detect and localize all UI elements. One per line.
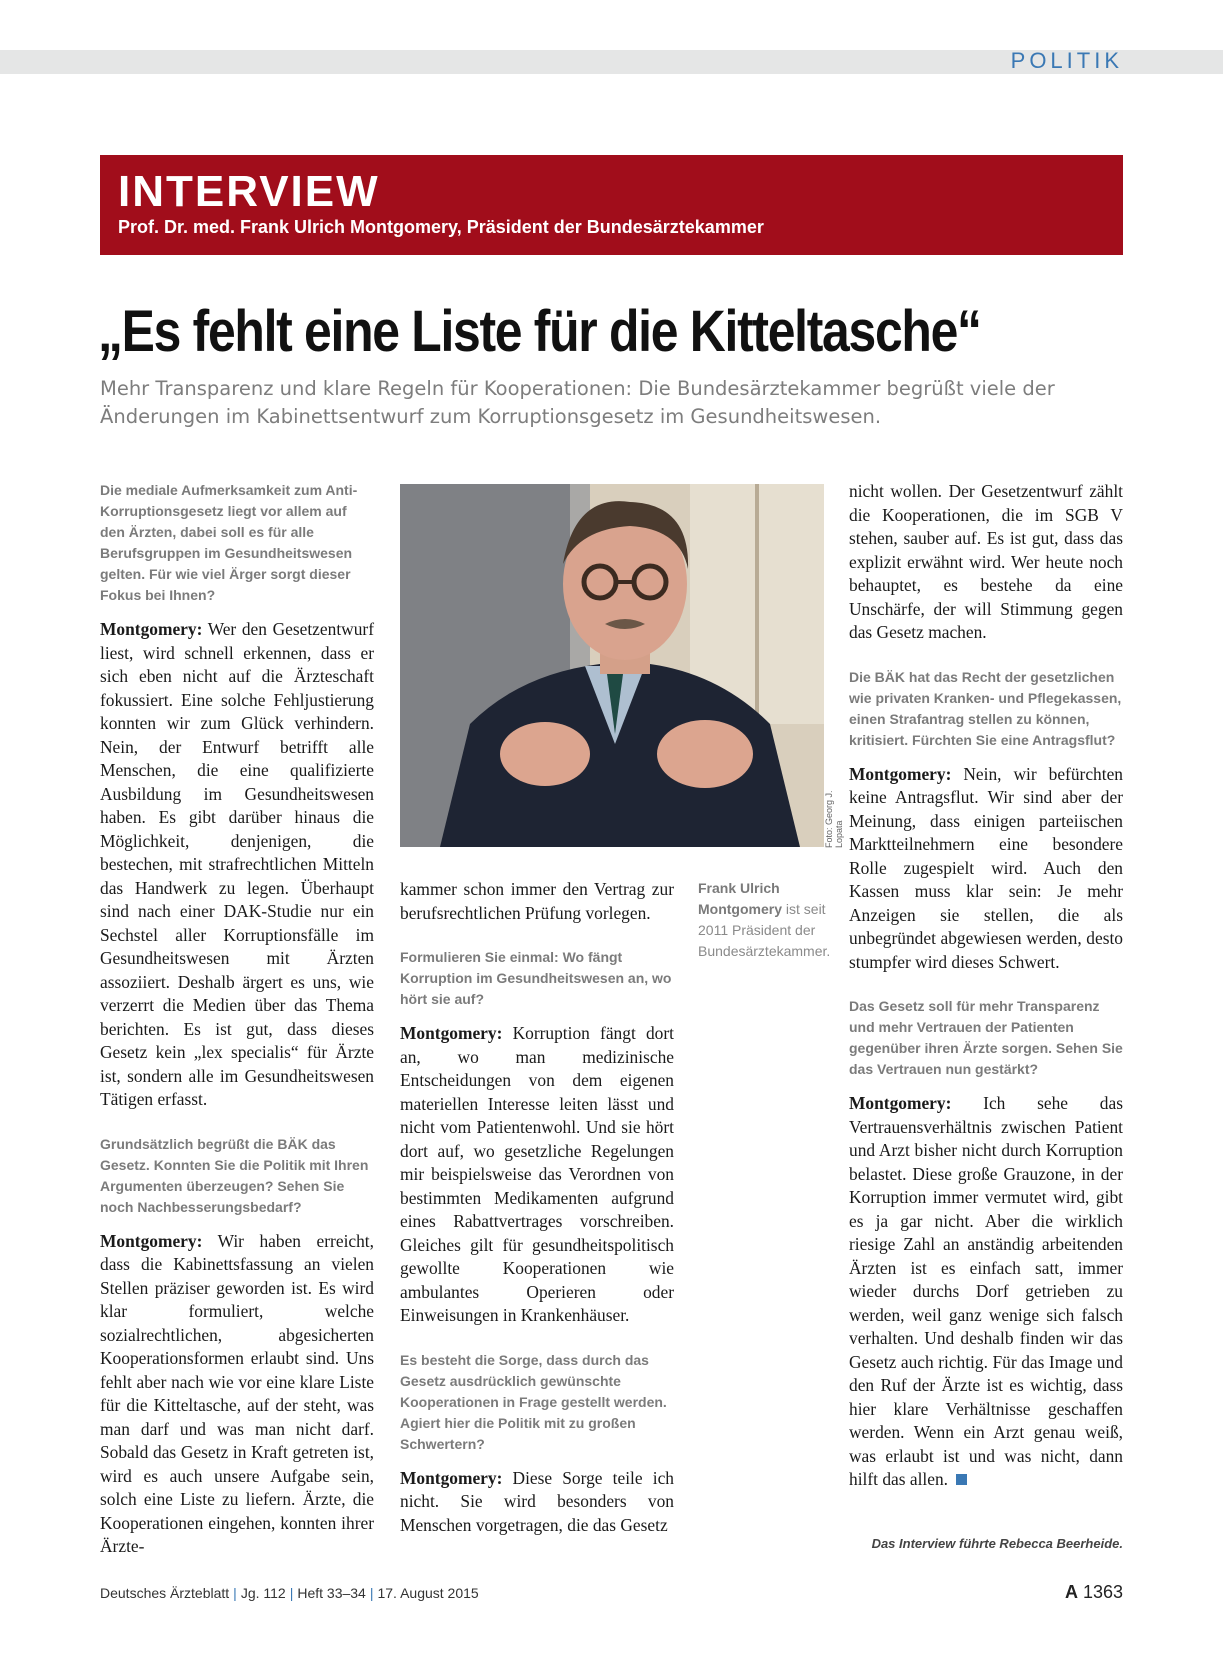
banner-kicker: INTERVIEW (118, 167, 380, 216)
section-label: POLITIK (1010, 48, 1123, 73)
byline: Das Interview führte Rebecca Beerheide. (871, 1536, 1123, 1551)
photo-caption (698, 878, 831, 962)
speaker-label: Montgomery: (400, 1467, 503, 1488)
speaker-label: Montgomery: (400, 1023, 503, 1043)
question: Grundsätzlich begrüßt die BÄK das Gesetz. Konnten Sie die Politik mit Ihren Argumenten überzeugen? Sehen Sie noch Nachbesserungsbedarf? (100, 1135, 369, 1215)
answer (100, 1230, 374, 1559)
deck: Mehr Transparenz und klare Regeln für Kooperationen: Die Bundesärztekammer begrüßt viele der Änderungen im Kabinettsentwurf zum Korruptionsgesetz im Gesundheitswesen. (100, 377, 1055, 428)
answer (400, 1022, 674, 1328)
answer-text: Wir haben erreicht, dass die Kabinettsfassung an vielen Stellen präziser geworden ist. Es wird klar formuliert, welche sozialrechtlichen, abgesicherten Kooperationsformen erlaubt sind. Uns fehlt aber nach wie vor eine klare Liste für die Kitteltasche, auf der steht, was man darf und was man nicht darf. Sobald das Gesetz in Kraft getreten ist, wird es auch unsere Aufgabe sein, solch eine Liste zu liefern. Ärzte, die Kooperationen eingehen, konnten ihrer Ärzte- (100, 1230, 374, 1556)
answer (849, 763, 1123, 975)
answer-text: Nein, wir befürchten keine Antragsflut. Wir sind aber der Meinung, dass einigen parteiischen Marktteilnehmern eine besondere Rolle zugespielt wird. Auch den Kassen muss klar sein: Je mehr Anzeigen sie stellen, die als unbegründet abgewiesen werden, desto stumpfer wird dieses Schwert. (849, 763, 1123, 972)
issue: Heft 33–34 (297, 1585, 366, 1601)
page-number-value: 1363 (1082, 1582, 1123, 1602)
end-mark-icon (956, 1474, 967, 1485)
continued-text: nicht wollen. Der Gesetzentwurf zählt die Kooperationen, die im SGB V stehen, sauber auf. Es ist gut, dass das explizit erwähnt wird. Wer heute noch behauptet, es bestehe da eine Unschärfe, der will Stimmung gegen das Gesetz machen. (849, 481, 1123, 642)
answer (400, 1467, 674, 1538)
answer (100, 618, 374, 1112)
caption-text: ist seit 2011 Präsident der Bundesärztekammer. (698, 901, 831, 959)
speaker-label: Montgomery: (100, 1230, 203, 1251)
question: Formulieren Sie einmal: Wo fängt Korruption im Gesundheitswesen an, wo hört sie auf? (400, 949, 672, 1007)
column-2 (400, 878, 674, 1547)
column-3 (849, 480, 1123, 1502)
question: Es besteht die Sorge, dass durch das Gesetz ausdrücklich gewünschte Kooperationen in Frage gestellt werden. Agiert hier die Politik mit zu großen Schwertern? (400, 1351, 667, 1452)
speaker-label: Montgomery: (849, 763, 952, 784)
footer: Deutsches Ärzteblatt | Jg. 112 | Heft 33–34 | 17. August 2015 (100, 1585, 479, 1601)
speaker-label: Montgomery: (100, 619, 203, 639)
answer-text: Wer den Gesetzentwurf liest, wird schnell erkennen, dass er sich eben nicht auf die Ärzteschaft fokussiert. Eine solche Fehljustierung konnten wir zum Glück verhindern. Nein, der Entwurf betrifft alle Menschen, die eine qualifizierte Ausbildung im Gesundheitswesen haben. Es gibt darüber hinaus die Möglichkeit, denjenigen, die bestechen, mit strafrechtlichen Mitteln das Handwerk zu legen. Überhaupt sind nach einer DAK-Studie nur ein Sechstel aller Korruptionsfälle im Gesundheitswesen mit Ärzten assoziiert. Deshalb ärgert es uns, wie verzerrt die Medien über das Thema berichten. Es ist gut, dass dieses Gesetz kein „lex specialis“ für Ärzte ist, sondern alle im Gesundheitswesen Tätigen erfasst. (100, 619, 374, 1109)
question: Das Gesetz soll für mehr Transparenz und mehr Vertrauen der Patienten gegenüber ihren Ärzte sorgen. Sehen Sie das Vertrauen nun gestärkt? (849, 998, 1123, 1077)
portrait-photo (400, 484, 824, 847)
answer-text: Ich sehe das Vertrauensverhältnis zwischen Patient und Arzt bisher nicht durch Korruption belastet. Diese große Grauzone, in der Korruption immer vermutet wird, gibt es ja gar nicht. Aber die wirklich riesige Zahl an anständig arbeitenden Ärzten ist es einfach satt, immer wieder durchs Dorf getrieben zu werden, weil ganz wenige sich falsch verhalten. Und deshalb finden wir das Gesetz auch richtig. Für das Image und den Ruf der Ärzte ist es wichtig, dass hier klare Verhältnisse geschaffen werden. Wenn ein Arzt genau weiß, was erlaubt ist und was nicht, dann hilft das allen. (849, 1093, 1123, 1489)
continued-text: kammer schon immer den Vertrag zur berufsrechtlichen Prüfung vorlegen. (400, 879, 674, 923)
interview-banner (100, 155, 1123, 255)
question: Die BÄK hat das Recht der gesetzlichen wie privaten Kranken- und Pflegekassen, einen Strafantrag stellen zu können, kritisiert. Fürchten Sie eine Antragsflut? (849, 668, 1122, 748)
answer-text: Korruption fängt dort an, wo man medizinische Entscheidungen von dem eigenen materiellen Interesse leiten lässt und nicht vom Patientenwohl. Und sie hört dort auf, wo gesetzliche Regelungen mir beispielsweise das Verordnen von bestimmten Medikamenten aufgrund eines Rabattvertrages vorschreiben. Gleiches gilt für gesundheitspolitisch gewollte Kooperationen wie ambulantes Operieren oder Einweisungen in Krankenhäuser. (400, 1023, 674, 1325)
page-number (1065, 1582, 1123, 1603)
banner-subtitle: Prof. Dr. med. Frank Ulrich Montgomery, Präsident der Bundesärztekammer (118, 217, 764, 237)
portrait-illustration (400, 484, 824, 847)
headline: „Es fehlt eine Liste für die Kitteltasche“ (98, 299, 981, 364)
answer (849, 1092, 1123, 1492)
photo-credit: Foto: Georg J. Lopata (824, 790, 844, 848)
page-prefix: A (1064, 1582, 1078, 1602)
question: Die mediale Aufmerksamkeit zum Anti-Korruptionsgesetz liegt vor allem auf den Ärzten, dabei soll es für alle Berufsgruppen im Gesundheitswesen gelten. Für wie viel Ärger sorgt dieser Fokus bei Ihnen? (100, 482, 358, 603)
caption-name: Frank Ulrich Montgomery (698, 880, 782, 917)
speaker-label: Montgomery: (849, 1093, 952, 1113)
date: 17. August 2015 (377, 1585, 479, 1601)
journal-name: Deutsches Ärzteblatt (100, 1585, 230, 1601)
column-1 (100, 480, 374, 1569)
volume: Jg. 112 (240, 1585, 286, 1601)
answer-text: Diese Sorge teile ich nicht. Sie wird besonders von Menschen vorgetragen, die das Gesetz (400, 1467, 674, 1535)
